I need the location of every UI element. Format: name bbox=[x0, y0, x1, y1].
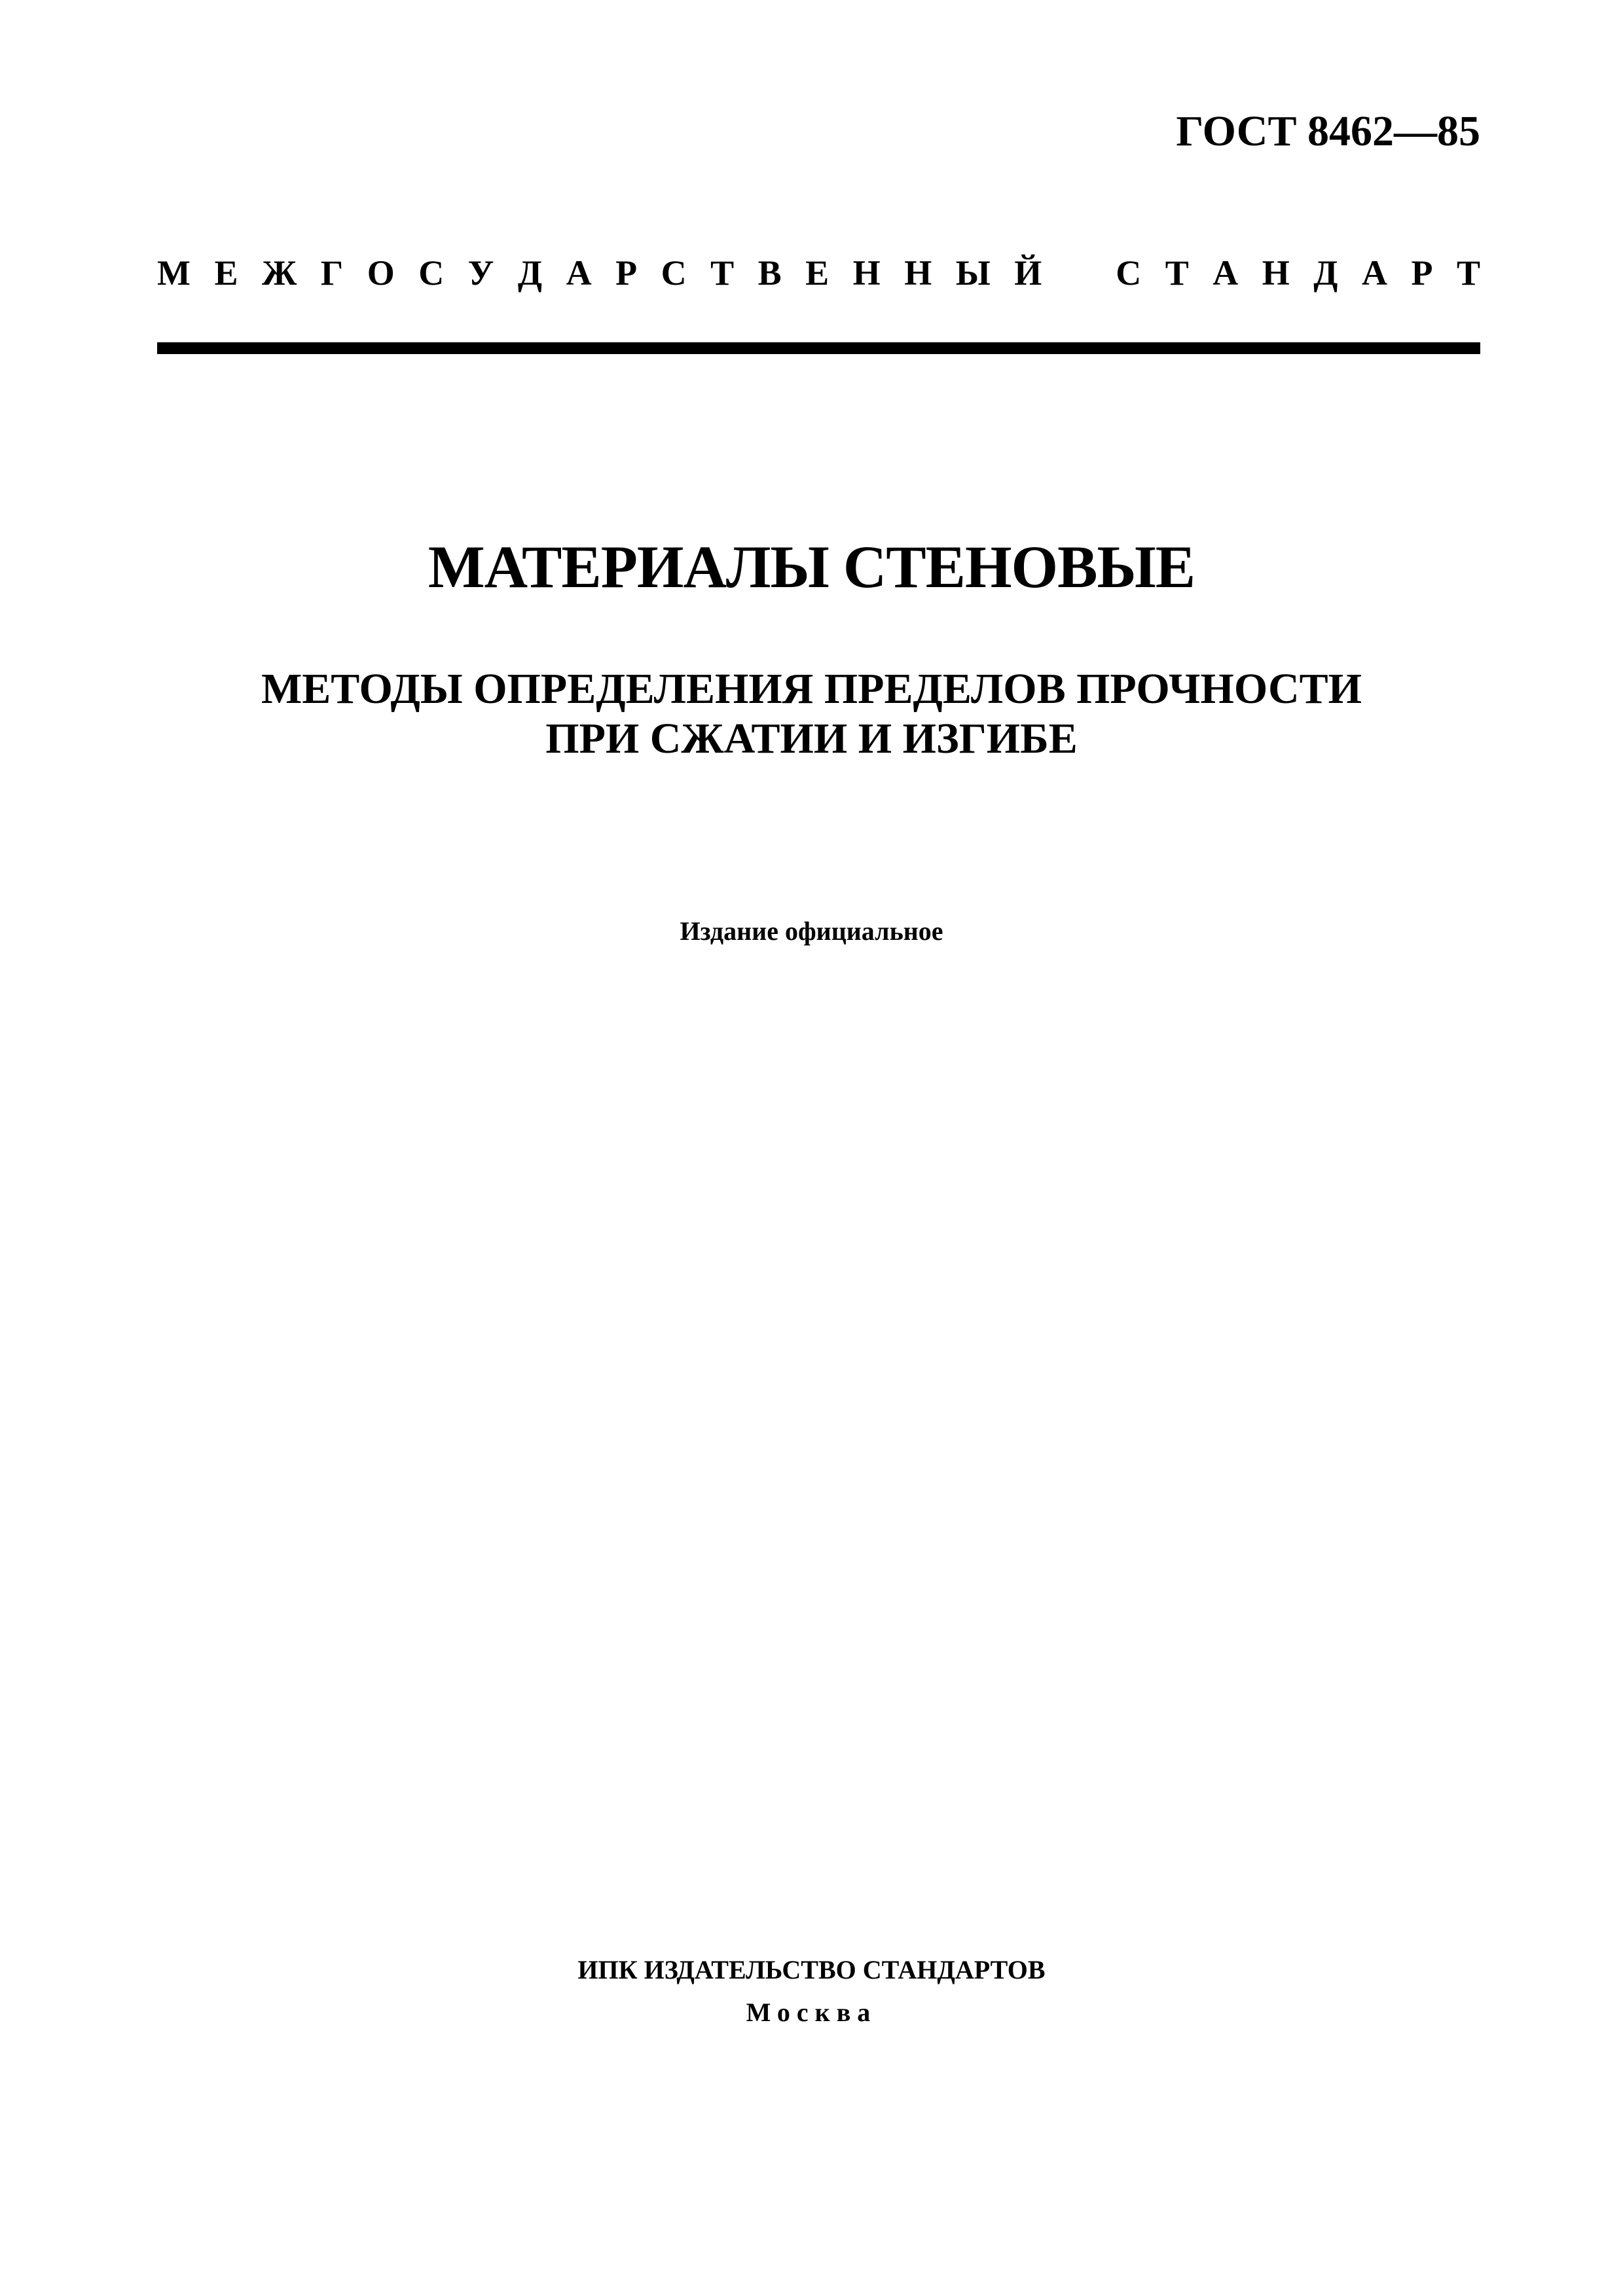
standard-code: ГОСТ 8462—85 bbox=[1176, 107, 1480, 155]
category-word1-letter: В bbox=[757, 253, 782, 293]
category-word1-letter: С bbox=[661, 253, 687, 293]
category-word1-letter: Р bbox=[615, 253, 638, 293]
category-word2-letter: Д bbox=[1313, 253, 1338, 293]
publisher-city: Москва bbox=[746, 1998, 877, 2027]
edition-note: Издание официальное bbox=[680, 916, 943, 946]
category-word2-letter: Р bbox=[1411, 253, 1433, 293]
category-word2-letter: Н bbox=[1262, 253, 1290, 293]
category-word2-letter: А bbox=[1361, 253, 1387, 293]
category-word1-letter: О bbox=[367, 253, 395, 293]
category-word1-letter: Ы bbox=[955, 253, 991, 293]
publisher-name: ИПК ИЗДАТЕЛЬСТВО СТАНДАРТОВ bbox=[577, 1955, 1046, 1984]
category-word1-letter: Т bbox=[710, 253, 735, 293]
category-word1-letter: М bbox=[157, 253, 191, 293]
category-word2-letter: С bbox=[1116, 253, 1142, 293]
category-word1-letter: Н bbox=[852, 253, 881, 293]
category-word1-letter: Д bbox=[517, 253, 543, 293]
document-subtitle bbox=[0, 664, 1623, 764]
category-word2-letter: А bbox=[1213, 253, 1239, 293]
category-word1-letter: С bbox=[418, 253, 445, 293]
document-title: МАТЕРИАЛЫ СТЕНОВЫЕ bbox=[428, 533, 1195, 600]
subtitle-line-2: ПРИ СЖАТИИ И ИЗГИБЕ bbox=[545, 715, 1078, 762]
category-word1-letter: Г bbox=[320, 253, 344, 293]
standard-category bbox=[157, 255, 1480, 291]
subtitle-line-1: МЕТОДЫ ОПРЕДЕЛЕНИЯ ПРЕДЕЛОВ ПРОЧНОСТИ bbox=[261, 665, 1362, 713]
category-word1-letter: Н bbox=[904, 253, 932, 293]
category-word1-letter: У bbox=[467, 253, 494, 293]
category-word1-letter: Ж bbox=[262, 253, 297, 293]
category-word-gap bbox=[1066, 255, 1092, 291]
category-word1-letter: А bbox=[566, 253, 592, 293]
category-word1-letter: Е bbox=[805, 253, 830, 293]
category-word1-letter: Й bbox=[1014, 253, 1042, 293]
header-divider bbox=[157, 342, 1480, 354]
category-word2-letter: Т bbox=[1456, 253, 1480, 293]
category-word2-letter: Т bbox=[1165, 253, 1189, 293]
category-word1-letter: Е bbox=[214, 253, 238, 293]
